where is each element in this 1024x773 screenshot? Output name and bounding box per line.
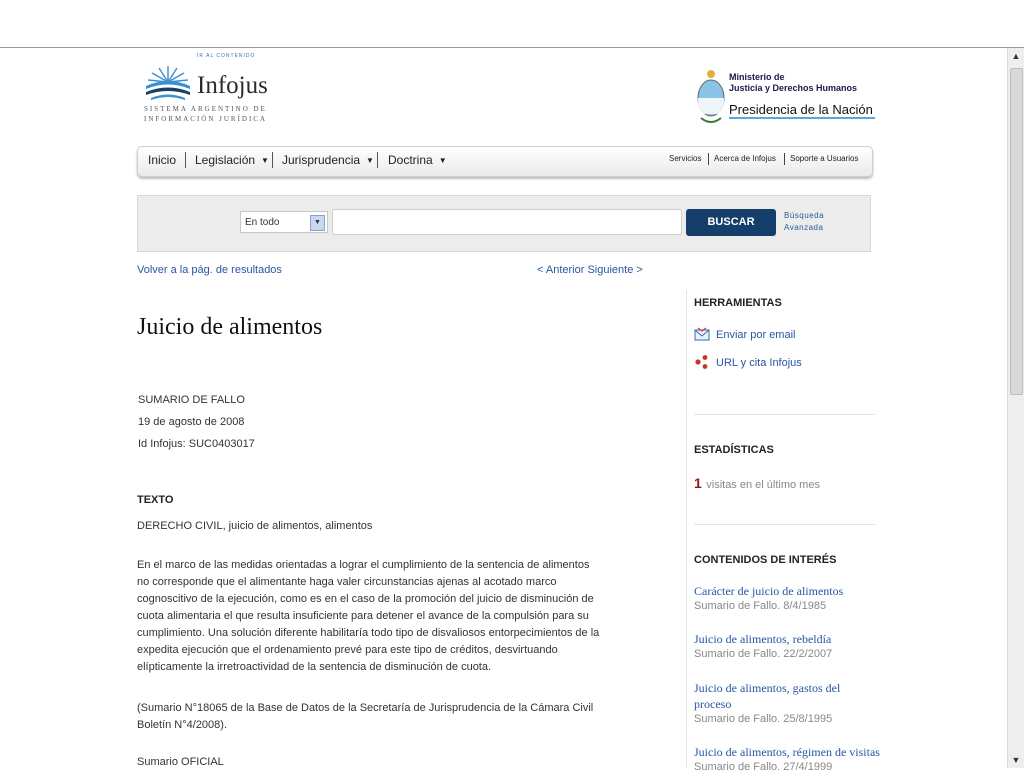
prev-next-pager[interactable]: < Anterior Siguiente > <box>537 264 643 276</box>
email-link[interactable] <box>694 327 795 341</box>
email-link-label: Enviar por email <box>716 329 796 341</box>
ministry-line-2: Justicia y Derechos Humanos <box>729 83 858 93</box>
nav-link-acerca[interactable]: Acerca de Infojus <box>714 154 776 163</box>
search-bar <box>137 195 871 252</box>
search-input[interactable] <box>332 209 682 235</box>
body-line: no corresponde que el alimentante haga valer circunstancias ajenas al acotado marco <box>137 576 557 588</box>
related-item-subtitle: Sumario de Fallo. 22/2/2007 <box>694 648 833 660</box>
chevron-down-icon: ▼ <box>438 156 447 165</box>
nav-link-servicios[interactable]: Servicios <box>669 154 702 163</box>
nav-item-doctrina[interactable] <box>388 153 447 167</box>
nav-item-label: Legislación <box>195 153 256 167</box>
search-scope-value: En todo <box>245 217 280 228</box>
chevron-down-icon: ▼ <box>366 156 374 165</box>
nav-separator <box>185 152 186 168</box>
nav-item-legislacion[interactable] <box>195 153 269 167</box>
document-source <box>137 700 597 734</box>
nav-link-soporte[interactable]: Soporte a Usuarios <box>790 154 859 163</box>
search-button[interactable]: BUSCAR <box>686 209 776 236</box>
document-type: SUMARIO DE FALLO <box>138 394 245 406</box>
tools-heading: HERRAMIENTAS <box>694 297 782 309</box>
nav-item-jurisprudencia[interactable] <box>282 153 374 167</box>
document-id: Id Infojus: SUC0403017 <box>138 438 255 450</box>
sidebar-separator <box>694 524 875 525</box>
url-cite-link-label: URL y cita Infojus <box>716 357 802 369</box>
related-item-subtitle: Sumario de Fallo. 25/8/1995 <box>694 713 833 725</box>
visits-count: 1 <box>694 475 702 491</box>
body-line: cognoscitivo de la ejecución, como es en el caso de la promoción del juicio de disminución de <box>137 593 594 605</box>
nav-separator <box>377 152 378 168</box>
related-item-title-cont[interactable]: proceso <box>694 697 732 711</box>
national-emblem-icon <box>696 68 726 126</box>
vertical-scrollbar[interactable] <box>1007 48 1024 768</box>
envelope-icon <box>694 327 710 341</box>
nav-separator <box>708 153 709 165</box>
presidency-line: Presidencia de la Nación <box>729 102 873 117</box>
scroll-thumb[interactable] <box>1010 68 1023 395</box>
share-nodes-icon <box>694 355 710 369</box>
scroll-up-icon[interactable]: ▲ <box>1011 51 1021 61</box>
main-navigation <box>137 146 873 177</box>
sidebar-divider <box>686 290 687 768</box>
scroll-down-icon[interactable]: ▼ <box>1011 755 1021 765</box>
document-date: 19 de agosto de 2008 <box>138 416 245 428</box>
text-heading: TEXTO <box>137 494 174 506</box>
body-line: cuota alimentaria el que resulta insuficiente para detener el avance de la compulsión para su <box>137 610 589 622</box>
related-item-title[interactable]: Juicio de alimentos, rebeldía <box>694 632 832 646</box>
related-item-title[interactable]: Carácter de juicio de alimentos <box>694 584 844 598</box>
logo-name: Infojus <box>197 72 268 99</box>
body-line: cumplimiento. Una solución diferente habilitaría todo tipo de disvaliosos entorpecimientos de la <box>137 627 600 639</box>
advanced-search-link-line-1[interactable]: Búsqueda <box>784 211 825 220</box>
visits-label: visitas en el último mes <box>706 479 820 491</box>
source-line: Boletín N°4/2008). <box>137 719 228 731</box>
nav-item-label: Jurisprudencia <box>282 153 361 167</box>
browser-top-area <box>0 0 1024 48</box>
search-scope-select[interactable] <box>240 211 328 233</box>
document-keywords: DERECHO CIVIL, juicio de alimentos, alimentos <box>137 520 373 532</box>
related-item-subtitle: Sumario de Fallo. 27/4/1999 <box>694 761 833 773</box>
visits-stat <box>694 475 820 493</box>
related-item-title[interactable]: Juicio de alimentos, gastos del <box>694 681 841 695</box>
chevron-down-icon[interactable]: ▼ <box>310 215 325 231</box>
body-line: En el marco de las medidas orientadas a lograr el cumplimiento de la sentencia de alimentos <box>137 559 590 571</box>
document-footer-label: Sumario OFICIAL <box>137 756 224 768</box>
nav-separator <box>272 152 273 168</box>
source-line: (Sumario N°18065 de la Base de Datos de la Secretaría de Jurisprudencia de la Cámara Civil <box>137 702 594 714</box>
body-line: expedita ejecución que el ordenamiento prevé para este tipo de créditos, desvirtuando <box>137 644 558 656</box>
nav-item-inicio[interactable]: Inicio <box>148 153 177 167</box>
logo-tagline-2: INFORMACIÓN JURÍDICA <box>144 115 268 123</box>
stats-heading: ESTADÍSTICAS <box>694 444 774 456</box>
related-item-subtitle: Sumario de Fallo. 8/4/1985 <box>694 600 827 612</box>
advanced-search-link-line-2[interactable]: Avanzada <box>784 223 824 232</box>
back-to-results-link[interactable]: Volver a la pág. de resultados <box>137 264 282 276</box>
nav-item-label: Doctrina <box>388 153 433 167</box>
url-cite-link[interactable] <box>694 355 802 369</box>
related-item-title[interactable]: Juicio de alimentos, régimen de visitas <box>694 745 880 759</box>
body-line: elípticamente la irretroactividad de la sentencia de disminución de cuota. <box>137 661 492 673</box>
chevron-down-icon: ▼ <box>261 156 269 165</box>
ministry-line-1: Ministerio de <box>729 72 785 82</box>
page-title: Juicio de alimentos <box>137 314 323 340</box>
document-body <box>137 557 600 676</box>
nav-separator <box>784 153 785 165</box>
sidebar-separator <box>694 414 875 415</box>
related-heading: CONTENIDOS DE INTERÉS <box>694 554 837 566</box>
sun-waves-logo-icon <box>143 62 193 102</box>
skip-to-content-link[interactable]: IR AL CONTENIDO <box>197 53 256 59</box>
logo-tagline-1: SISTEMA ARGENTINO DE <box>144 105 267 113</box>
